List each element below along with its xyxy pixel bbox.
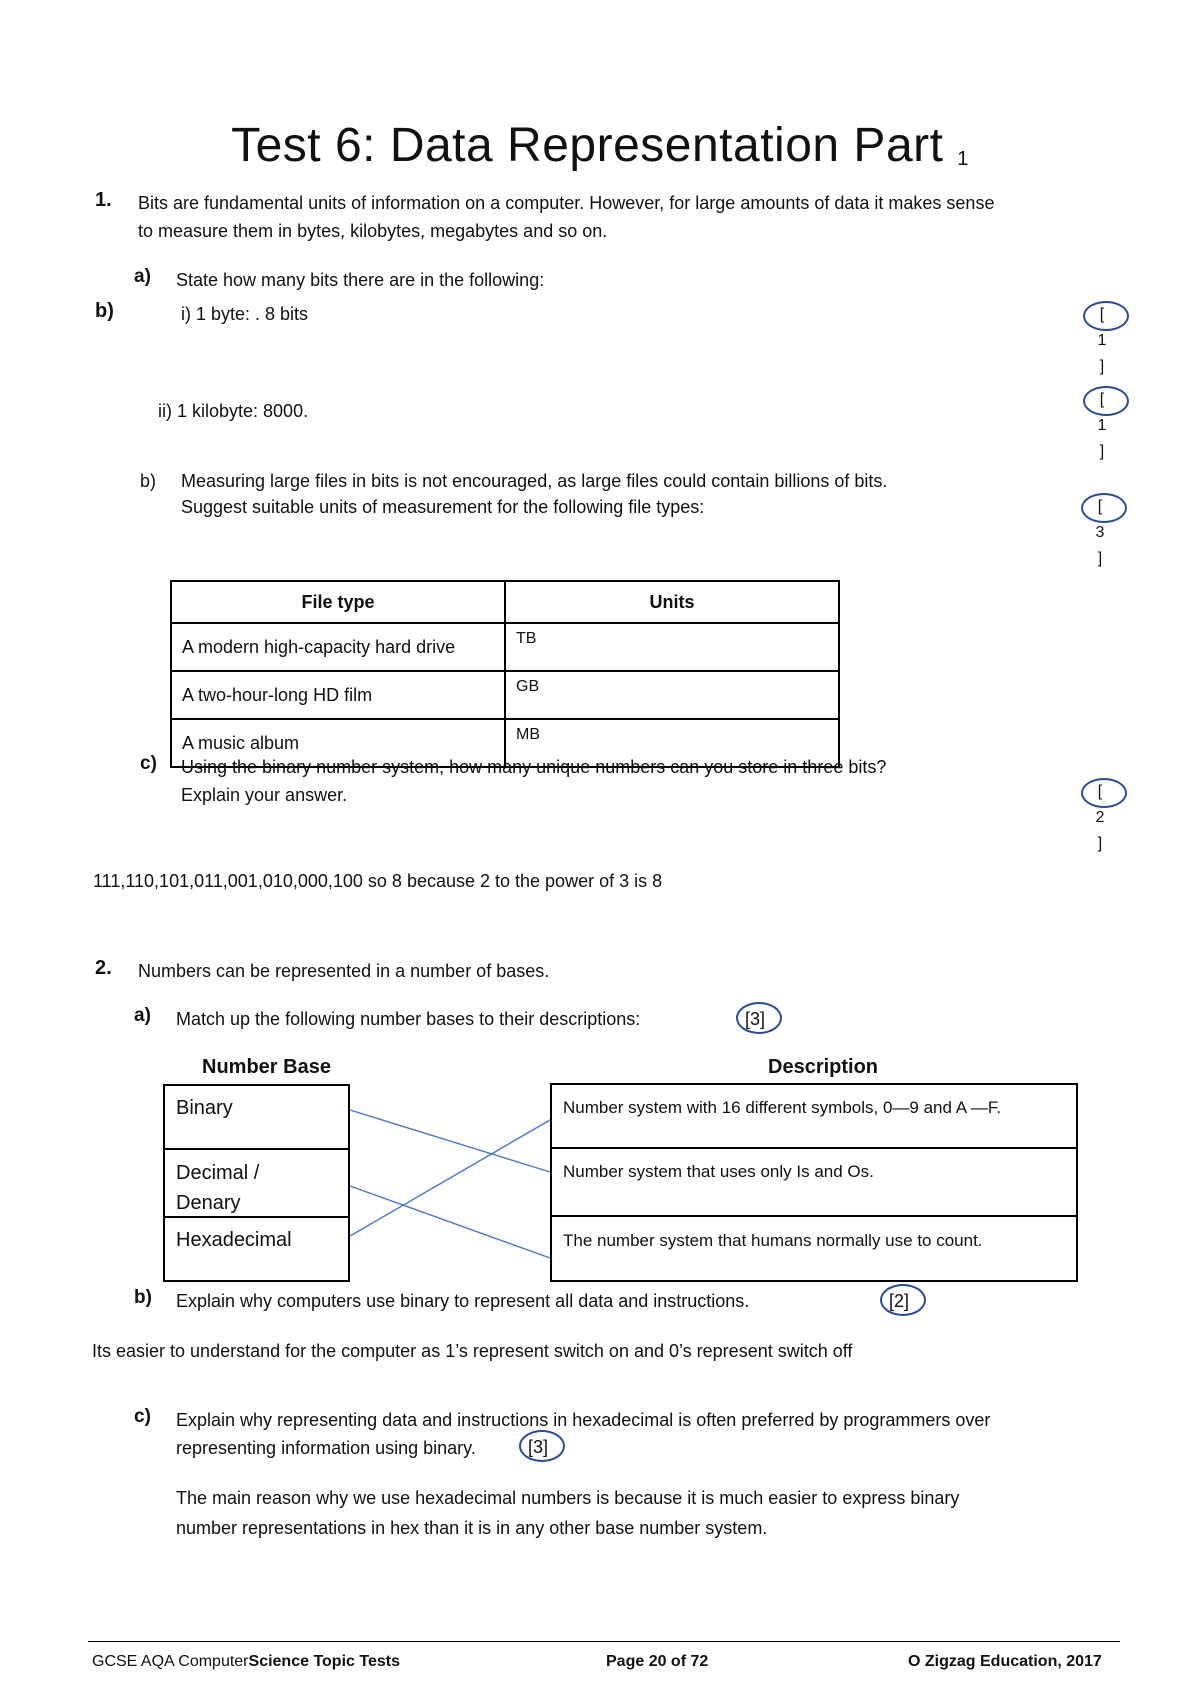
units-cell: GB (505, 671, 839, 719)
q1a-label: a) (134, 266, 151, 287)
q1-number: 1. (95, 189, 112, 211)
q1b-label: b) (140, 471, 157, 491)
q2b-mark: [2] (889, 1291, 910, 1311)
q2-intro: Numbers can be represented in a number of bases. (138, 961, 550, 981)
q2b-answer: Its easier to understand for the computer as 1’s represent switch on and 0’s represent switch off (92, 1341, 853, 1361)
q1a-text: State how many bits there are in the following: (176, 270, 545, 290)
q2a-text: Match up the following number bases to their descriptions: (176, 1009, 641, 1029)
q2c-text-line1: Explain why representing data and instructions in hexadecimal is often preferred by programmers over (176, 1410, 991, 1430)
col-description: Description (768, 1056, 879, 1078)
mark-q1a-i: [ 1 ] (1097, 306, 1107, 375)
q2c-text-line2: representing information using binary. (176, 1438, 476, 1458)
base-label: Hexadecimal (176, 1229, 292, 1251)
q1-intro-line2: to measure them in bytes, kilobytes, megabytes and so on. (138, 221, 608, 241)
q2a-label: a) (134, 1005, 151, 1026)
q1c-answer: 111,110,101,011,001,010,000,100 so 8 because 2 to the power of 3 is 8 (93, 871, 663, 891)
title-main: Test 6: Data Representation Part (231, 119, 944, 172)
file-type-cell: A music album (171, 719, 505, 767)
file-type-cell: A two-hour-long HD film (171, 671, 505, 719)
file-type-cell: A modern high-capacity hard drive (171, 623, 505, 671)
base-label: Binary (176, 1097, 233, 1119)
mark-q1a-ii: [ 1 ] (1097, 391, 1107, 460)
col-number-base: Number Base (202, 1056, 331, 1078)
q2c-answer-line2: number representations in hex than it is in any other base number system. (176, 1518, 768, 1538)
q1b-text-line2: Suggest suitable units of measurement for the following file types: (181, 497, 705, 517)
q1c-label: c) (140, 753, 157, 774)
footer-divider (88, 1641, 1120, 1642)
q2c-answer-line1: The main reason why we use hexadecimal numbers is because it is much easier to express binary (176, 1488, 960, 1508)
mark-q1c: [ 2 ] (1095, 783, 1105, 852)
units-cell: MB (505, 719, 839, 767)
q2c-mark: [3] (528, 1437, 549, 1457)
q1b-text-line1: Measuring large files in bits is not encouraged, as large files could contain billions of bits. (181, 471, 888, 491)
q2b-text: Explain why computers use binary to represent all data and instructions. (176, 1291, 750, 1311)
q1a-b-label: b) (95, 300, 114, 322)
q1c-text-line1: Using the binary number system, how many unique numbers can you store in three bits? (181, 757, 887, 777)
q2-number: 2. (95, 957, 112, 979)
q2b-label: b) (134, 1287, 152, 1308)
q1a-ii-answer: ii) 1 kilobyte: 8000. (158, 401, 309, 421)
mark-q1b: [ 3 ] (1095, 498, 1105, 567)
desc-text: Number system with 16 different symbols, 0—9 and A —F. (563, 1098, 1002, 1117)
q2a-mark: [3] (745, 1009, 766, 1029)
q1a-i-answer: i) 1 byte: . 8 bits (181, 304, 309, 324)
title-sub: 1 (957, 148, 969, 170)
q1-intro-line1: Bits are fundamental units of information on a computer. However, for large amounts of data it makes sense (138, 193, 995, 213)
desc-text: The number system that humans normally use to count. (563, 1231, 983, 1250)
match-line-hexadecimal (350, 1120, 550, 1236)
footer-copyright: O Zigzag Education, 2017 (908, 1653, 1102, 1670)
q2c-label: c) (134, 1406, 151, 1427)
footer-page-number: Page 20 of 72 (606, 1653, 709, 1670)
base-label: Decimal / Denary (176, 1162, 260, 1214)
match-line-decimal (350, 1186, 550, 1258)
footer-left: GCSE AQA ComputerScience Topic Tests (92, 1653, 400, 1670)
q1c-text-line2: Explain your answer. (181, 785, 348, 805)
table-header-file-type: File type (171, 581, 505, 623)
desc-text: Number system that uses only Is and Os. (563, 1162, 874, 1181)
match-line-binary (350, 1110, 550, 1172)
table-header-units: Units (505, 581, 839, 623)
units-cell: TB (505, 623, 839, 671)
